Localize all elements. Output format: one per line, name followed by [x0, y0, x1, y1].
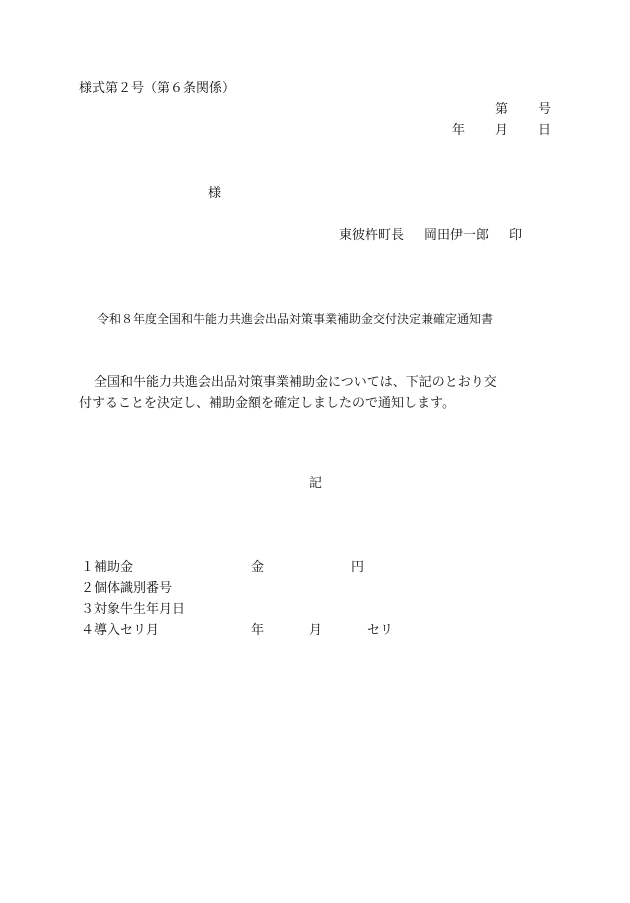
notice-title: 令和８年度全国和牛能力共進会出品対策事業補助金交付決定兼確定通知書: [97, 312, 494, 326]
month-label: 月: [309, 623, 323, 638]
addressee-honorific: 様: [208, 186, 222, 201]
ki-heading: 記: [309, 476, 323, 491]
sender-title: 東彼杵町長: [339, 228, 405, 243]
document-number-label: 第: [495, 102, 509, 117]
item-label: ３対象牛生年月日: [81, 602, 186, 617]
year-label: 年: [251, 623, 265, 638]
date-month-label: 月: [495, 123, 509, 138]
list-item-identification-number: [81, 582, 421, 598]
list-item-auction-month: [81, 624, 421, 640]
seal-mark: 印: [509, 228, 523, 243]
date-year-label: 年: [452, 123, 466, 138]
sender-name: 岡田伊一郎: [424, 228, 490, 243]
item-label: ４導入セリ月: [81, 623, 160, 638]
body-text-line-1: 全国和牛能力共進会出品対策事業補助金については、下記のとおり交: [94, 375, 497, 390]
document-number-unit: 号: [538, 102, 552, 117]
item-label: ２個体識別番号: [81, 581, 173, 596]
amount-prefix: 金: [251, 560, 265, 575]
list-item-subsidy: [81, 561, 421, 577]
date-day-label: 日: [538, 123, 552, 138]
amount-unit: 円: [351, 560, 365, 575]
body-text-line-2: 付することを決定し、補助金額を確定しましたので通知します。: [79, 396, 455, 411]
auction-label: セリ: [367, 623, 394, 638]
form-number: 様式第２号（第６条関係）: [79, 81, 236, 96]
item-label: １補助金: [81, 560, 134, 575]
list-item-birth-date: [81, 603, 421, 619]
